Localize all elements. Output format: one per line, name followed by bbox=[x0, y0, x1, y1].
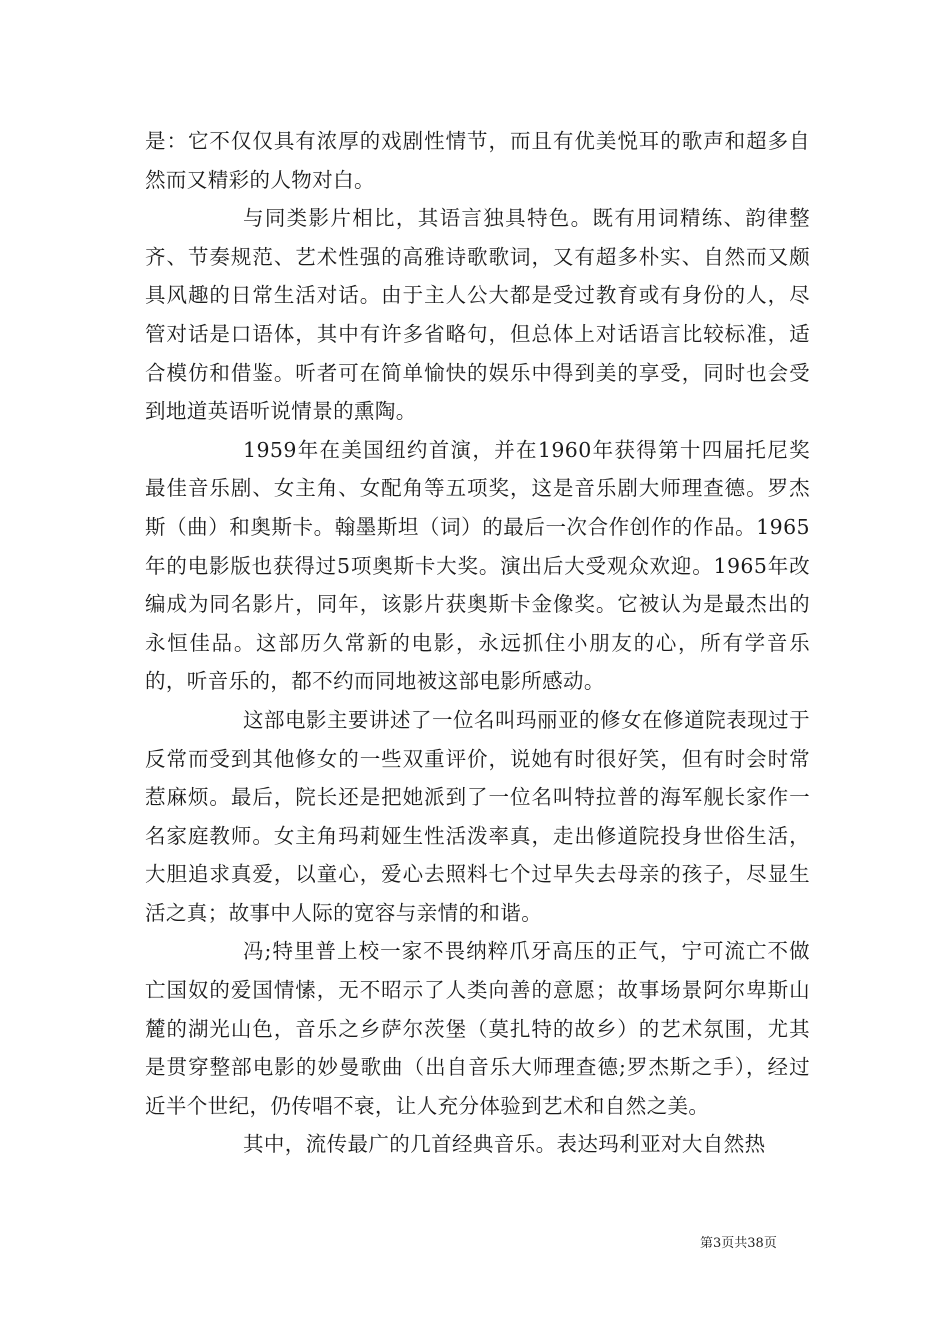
paragraph-2: 与同类影片相比，其语言独具特色。既有用词精练、韵律整齐、节奏规范、艺术性强的高雅诗歌歌词，又有超多朴实、自然而又颇具风趣的日常生活对话。由于主人公大都是受过教育或有身份的人，尽管对话是口语体，其中有许多省略句，但总体上对话语言比较标准，适合模仿和借鉴。听者可在简单愉快的娱乐中得到美的享受，同时也会受到地道英语听说情景的熏陶。 bbox=[145, 206, 810, 424]
paragraph-4: 这部电影主要讲述了一位名叫玛丽亚的修女在修道院表现过于反常而受到其他修女的一些双重评价，说她有时很好笑，但有时会时常惹麻烦。最后，院长还是把她派到了一位名叫特拉普的海军舰长家作一名家庭教师。女主角玛莉娅生性活泼率真，走出修道院投身世俗生活，大胆追求真爱，以童心，爱心去照料七个过早失去母亲的孩子，尽显生活之真；故事中人际的宽容与亲情的和谐。 bbox=[145, 707, 810, 925]
paragraph-3: 1959年在美国纽约首演，并在1960年获得第十四届托尼奖最佳音乐剧、女主角、女配角等五项奖，这是音乐剧大师理查德。罗杰斯（曲）和奥斯卡。翰墨斯坦（词）的最后一次合作创作的作品。1965年的电影版也获得过5项奥斯卡大奖。演出后大受观众欢迎。1965年改编成为同名影片，同年，该影片获奥斯卡金像奖。它被认为是最杰出的永恒佳品。这部历久常新的电影，永远抓住小朋友的心，所有学音乐的，听音乐的，都不约而同地被这部电影所感动。 bbox=[145, 437, 810, 694]
paragraph-6: 其中，流传最广的几首经典音乐。表达玛利亚对大自然热 bbox=[243, 1132, 766, 1157]
paragraph-5: 冯;特里普上校一家不畏纳粹爪牙高压的正气，宁可流亡不做亡国奴的爱国情愫，无不昭示了人类向善的意愿；故事场景阿尔卑斯山麓的湖光山色，音乐之乡萨尔茨堡（莫扎特的故乡）的艺术氛围，尤其是贯穿整部电影的妙曼歌曲（出自音乐大师理查德;罗杰斯之手），经过近半个世纪，仍传唱不衰，让人充分体验到艺术和自然之美。 bbox=[145, 939, 810, 1118]
page-number-footer: 第3页共38页 bbox=[700, 1236, 777, 1251]
paragraph-1: 是：它不仅仅具有浓厚的戏剧性情节，而且有优美悦耳的歌声和超多自然而又精彩的人物对白。 bbox=[145, 129, 810, 192]
document-body bbox=[145, 122, 810, 1164]
